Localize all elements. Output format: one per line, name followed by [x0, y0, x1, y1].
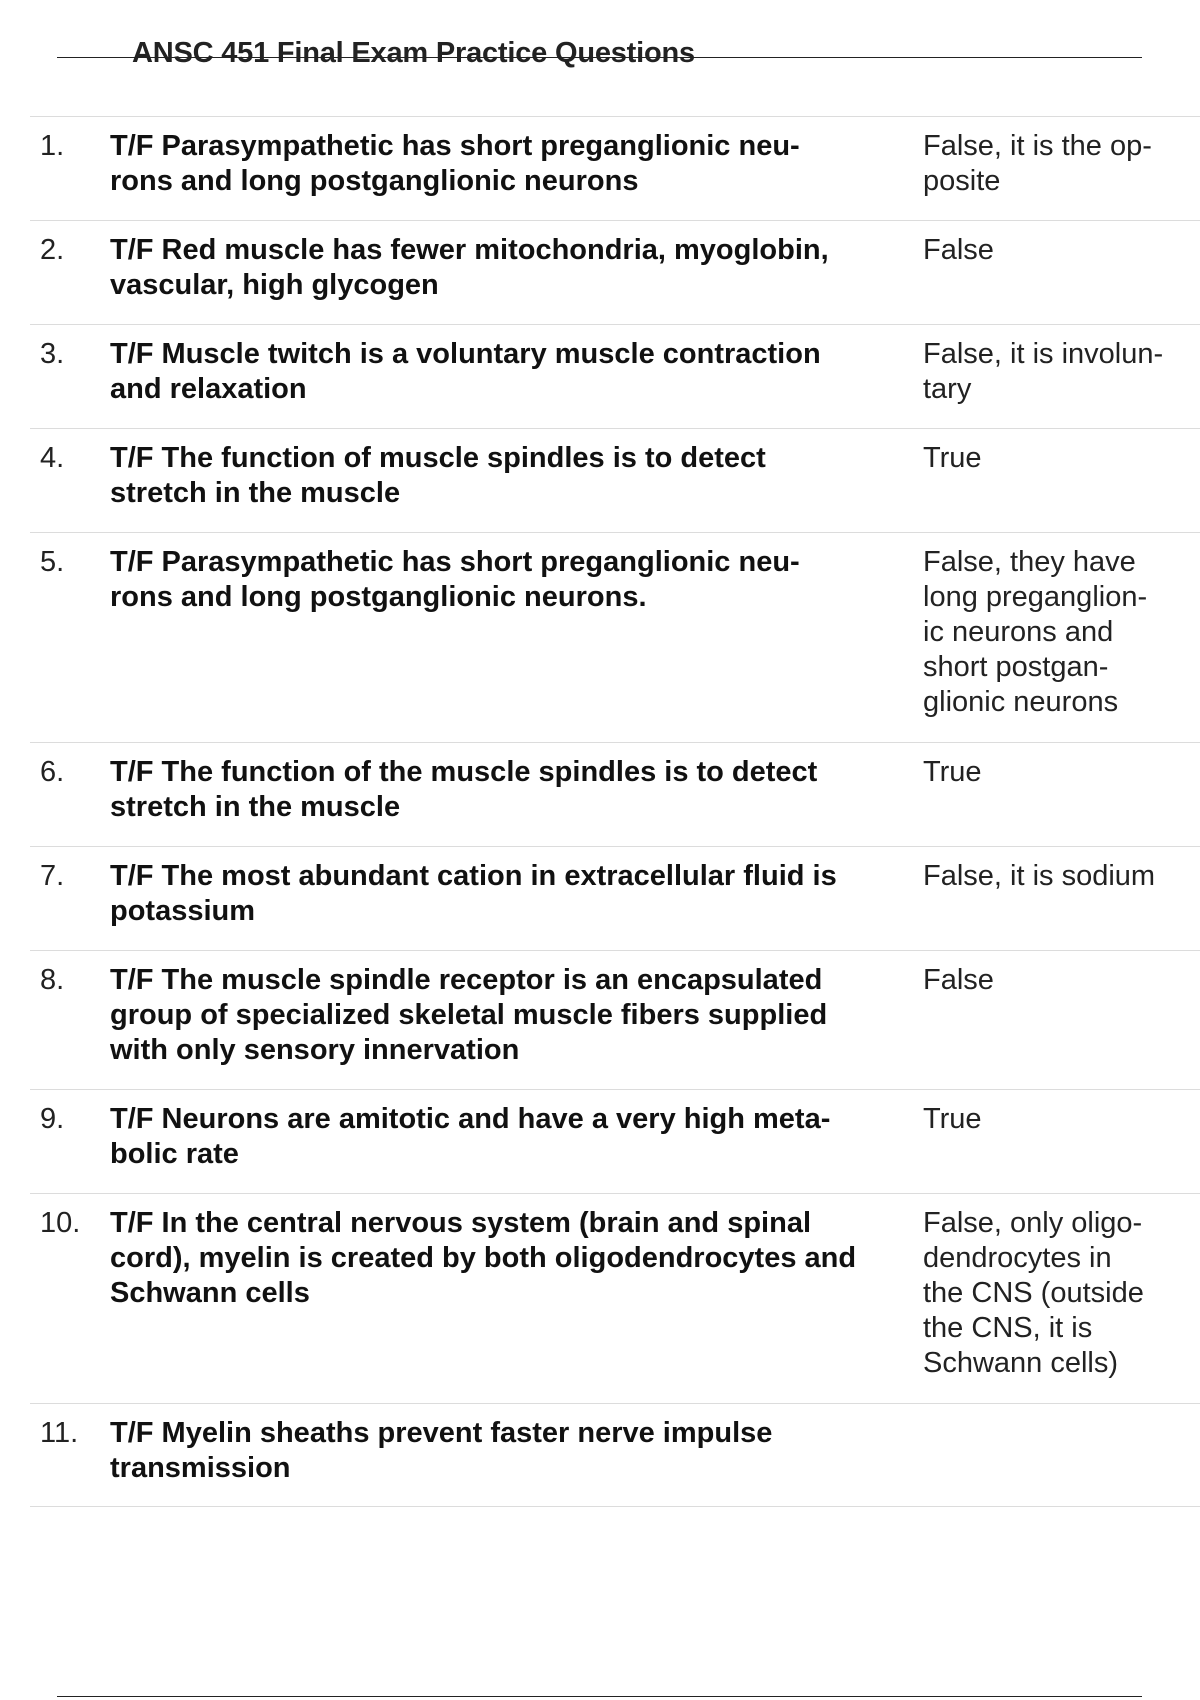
answer-text-line: glionic neurons: [923, 686, 1119, 718]
question-text-line: T/F Neurons are amitotic and have a very high meta-: [110, 1103, 831, 1135]
question-text-line: group of specialized skeletal muscle fibers supplied: [110, 999, 828, 1031]
answer-text-line: True: [923, 1103, 982, 1135]
answer-text-line: False, it is the op-: [923, 130, 1152, 162]
question-number: 9.: [40, 1103, 65, 1135]
question-row: [30, 950, 1200, 1089]
question-number: 8.: [40, 964, 65, 996]
question-text-line: and relaxation: [110, 373, 307, 405]
question-number: 11.: [40, 1417, 79, 1449]
question-text-line: potassium: [110, 895, 256, 927]
question-text: [110, 129, 950, 199]
question-text: [110, 233, 950, 303]
question-text: [110, 337, 950, 407]
question-row: [30, 116, 1200, 220]
answer-text-line: True: [923, 442, 982, 474]
question-text-line: T/F The most abundant cation in extracellular fluid is: [110, 860, 837, 892]
answer-text: [923, 755, 1188, 790]
answer-text-line: False, it is involun-: [923, 338, 1164, 370]
answer-text-line: False, only oligo-: [923, 1207, 1143, 1239]
answer-text: [923, 545, 1188, 720]
question-text-line: T/F The muscle spindle receptor is an encapsulated: [110, 964, 823, 996]
question-text-line: T/F Myelin sheaths prevent faster nerve impulse: [110, 1417, 773, 1449]
question-row: [30, 428, 1200, 532]
question-row: [30, 1089, 1200, 1193]
question-text-line: stretch in the muscle: [110, 477, 401, 509]
answer-text: [923, 1102, 1188, 1137]
question-text-line: T/F The function of the muscle spindles is to detect: [110, 756, 818, 788]
question-number: 3.: [40, 338, 65, 370]
answer-text-line: long preganglion-: [923, 581, 1148, 613]
answer-text-line: False: [923, 964, 994, 996]
question-row: [30, 742, 1200, 846]
answer-text: [923, 129, 1188, 199]
question-text: [110, 441, 950, 511]
footer-rule: [57, 1696, 1142, 1697]
question-text: [110, 859, 950, 929]
answer-text: [923, 441, 1188, 476]
question-text: [110, 1416, 950, 1486]
question-number: 10.: [40, 1207, 81, 1239]
question-text-line: T/F Parasympathetic has short preganglionic neu-: [110, 130, 800, 162]
question-text-line: T/F Parasympathetic has short preganglionic neu-: [110, 546, 800, 578]
answer-text-line: the CNS, it is: [923, 1312, 1093, 1344]
question-row: [30, 220, 1200, 324]
question-text: [110, 1102, 950, 1172]
question-text: [110, 1206, 950, 1311]
answer-text-line: the CNS (outside: [923, 1277, 1144, 1309]
answer-text-line: True: [923, 756, 982, 788]
question-text: [110, 545, 950, 615]
answer-text-line: False, it is sodium: [923, 860, 1156, 892]
question-text-line: T/F Muscle twitch is a voluntary muscle contraction: [110, 338, 821, 370]
question-row: [30, 324, 1200, 428]
question-text-line: vascular, high glycogen: [110, 269, 439, 301]
question-number: 5.: [40, 546, 65, 578]
question-number: 7.: [40, 860, 65, 892]
question-text-line: T/F Red muscle has fewer mitochondria, myoglobin,: [110, 234, 829, 266]
question-number: 2.: [40, 234, 65, 266]
answer-text-line: False: [923, 234, 994, 266]
question-table: [30, 116, 1200, 1507]
question-text-line: rons and long postganglionic neurons.: [110, 581, 647, 613]
answer-text-line: tary: [923, 373, 972, 405]
answer-text: [923, 337, 1188, 407]
page-header: [57, 30, 1142, 70]
question-text-line: stretch in the muscle: [110, 791, 401, 823]
question-text: [110, 755, 950, 825]
answer-text: [923, 859, 1188, 894]
question-text-line: with only sensory innervation: [110, 1034, 520, 1066]
question-text-line: rons and long postganglionic neurons: [110, 165, 639, 197]
question-number: 1.: [40, 130, 65, 162]
question-row: [30, 532, 1200, 742]
question-text-line: T/F In the central nervous system (brain and spinal: [110, 1207, 811, 1239]
question-text-line: cord), myelin is created by both oligodendrocytes and: [110, 1242, 857, 1274]
answer-text-line: ic neurons and: [923, 616, 1114, 648]
answer-text: [923, 963, 1188, 998]
answer-text-line: Schwann cells): [923, 1347, 1119, 1379]
question-text-line: bolic rate: [110, 1138, 239, 1170]
answer-text-line: posite: [923, 165, 1001, 197]
question-row: [30, 1193, 1200, 1403]
question-number: 6.: [40, 756, 65, 788]
question-row: [30, 1403, 1200, 1507]
question-text-line: transmission: [110, 1452, 291, 1484]
question-text: [110, 963, 950, 1068]
question-row: [30, 846, 1200, 950]
answer-text: [923, 1206, 1188, 1381]
answer-text-line: False, they have: [923, 546, 1136, 578]
question-number: 4.: [40, 442, 65, 474]
answer-text-line: dendrocytes in: [923, 1242, 1112, 1274]
answer-text: [923, 233, 1188, 268]
answer-text-line: short postgan-: [923, 651, 1109, 683]
question-text-line: T/F The function of muscle spindles is to detect: [110, 442, 766, 474]
question-text-line: Schwann cells: [110, 1277, 310, 1309]
document-title: ANSC 451 Final Exam Practice Questions: [132, 37, 695, 69]
